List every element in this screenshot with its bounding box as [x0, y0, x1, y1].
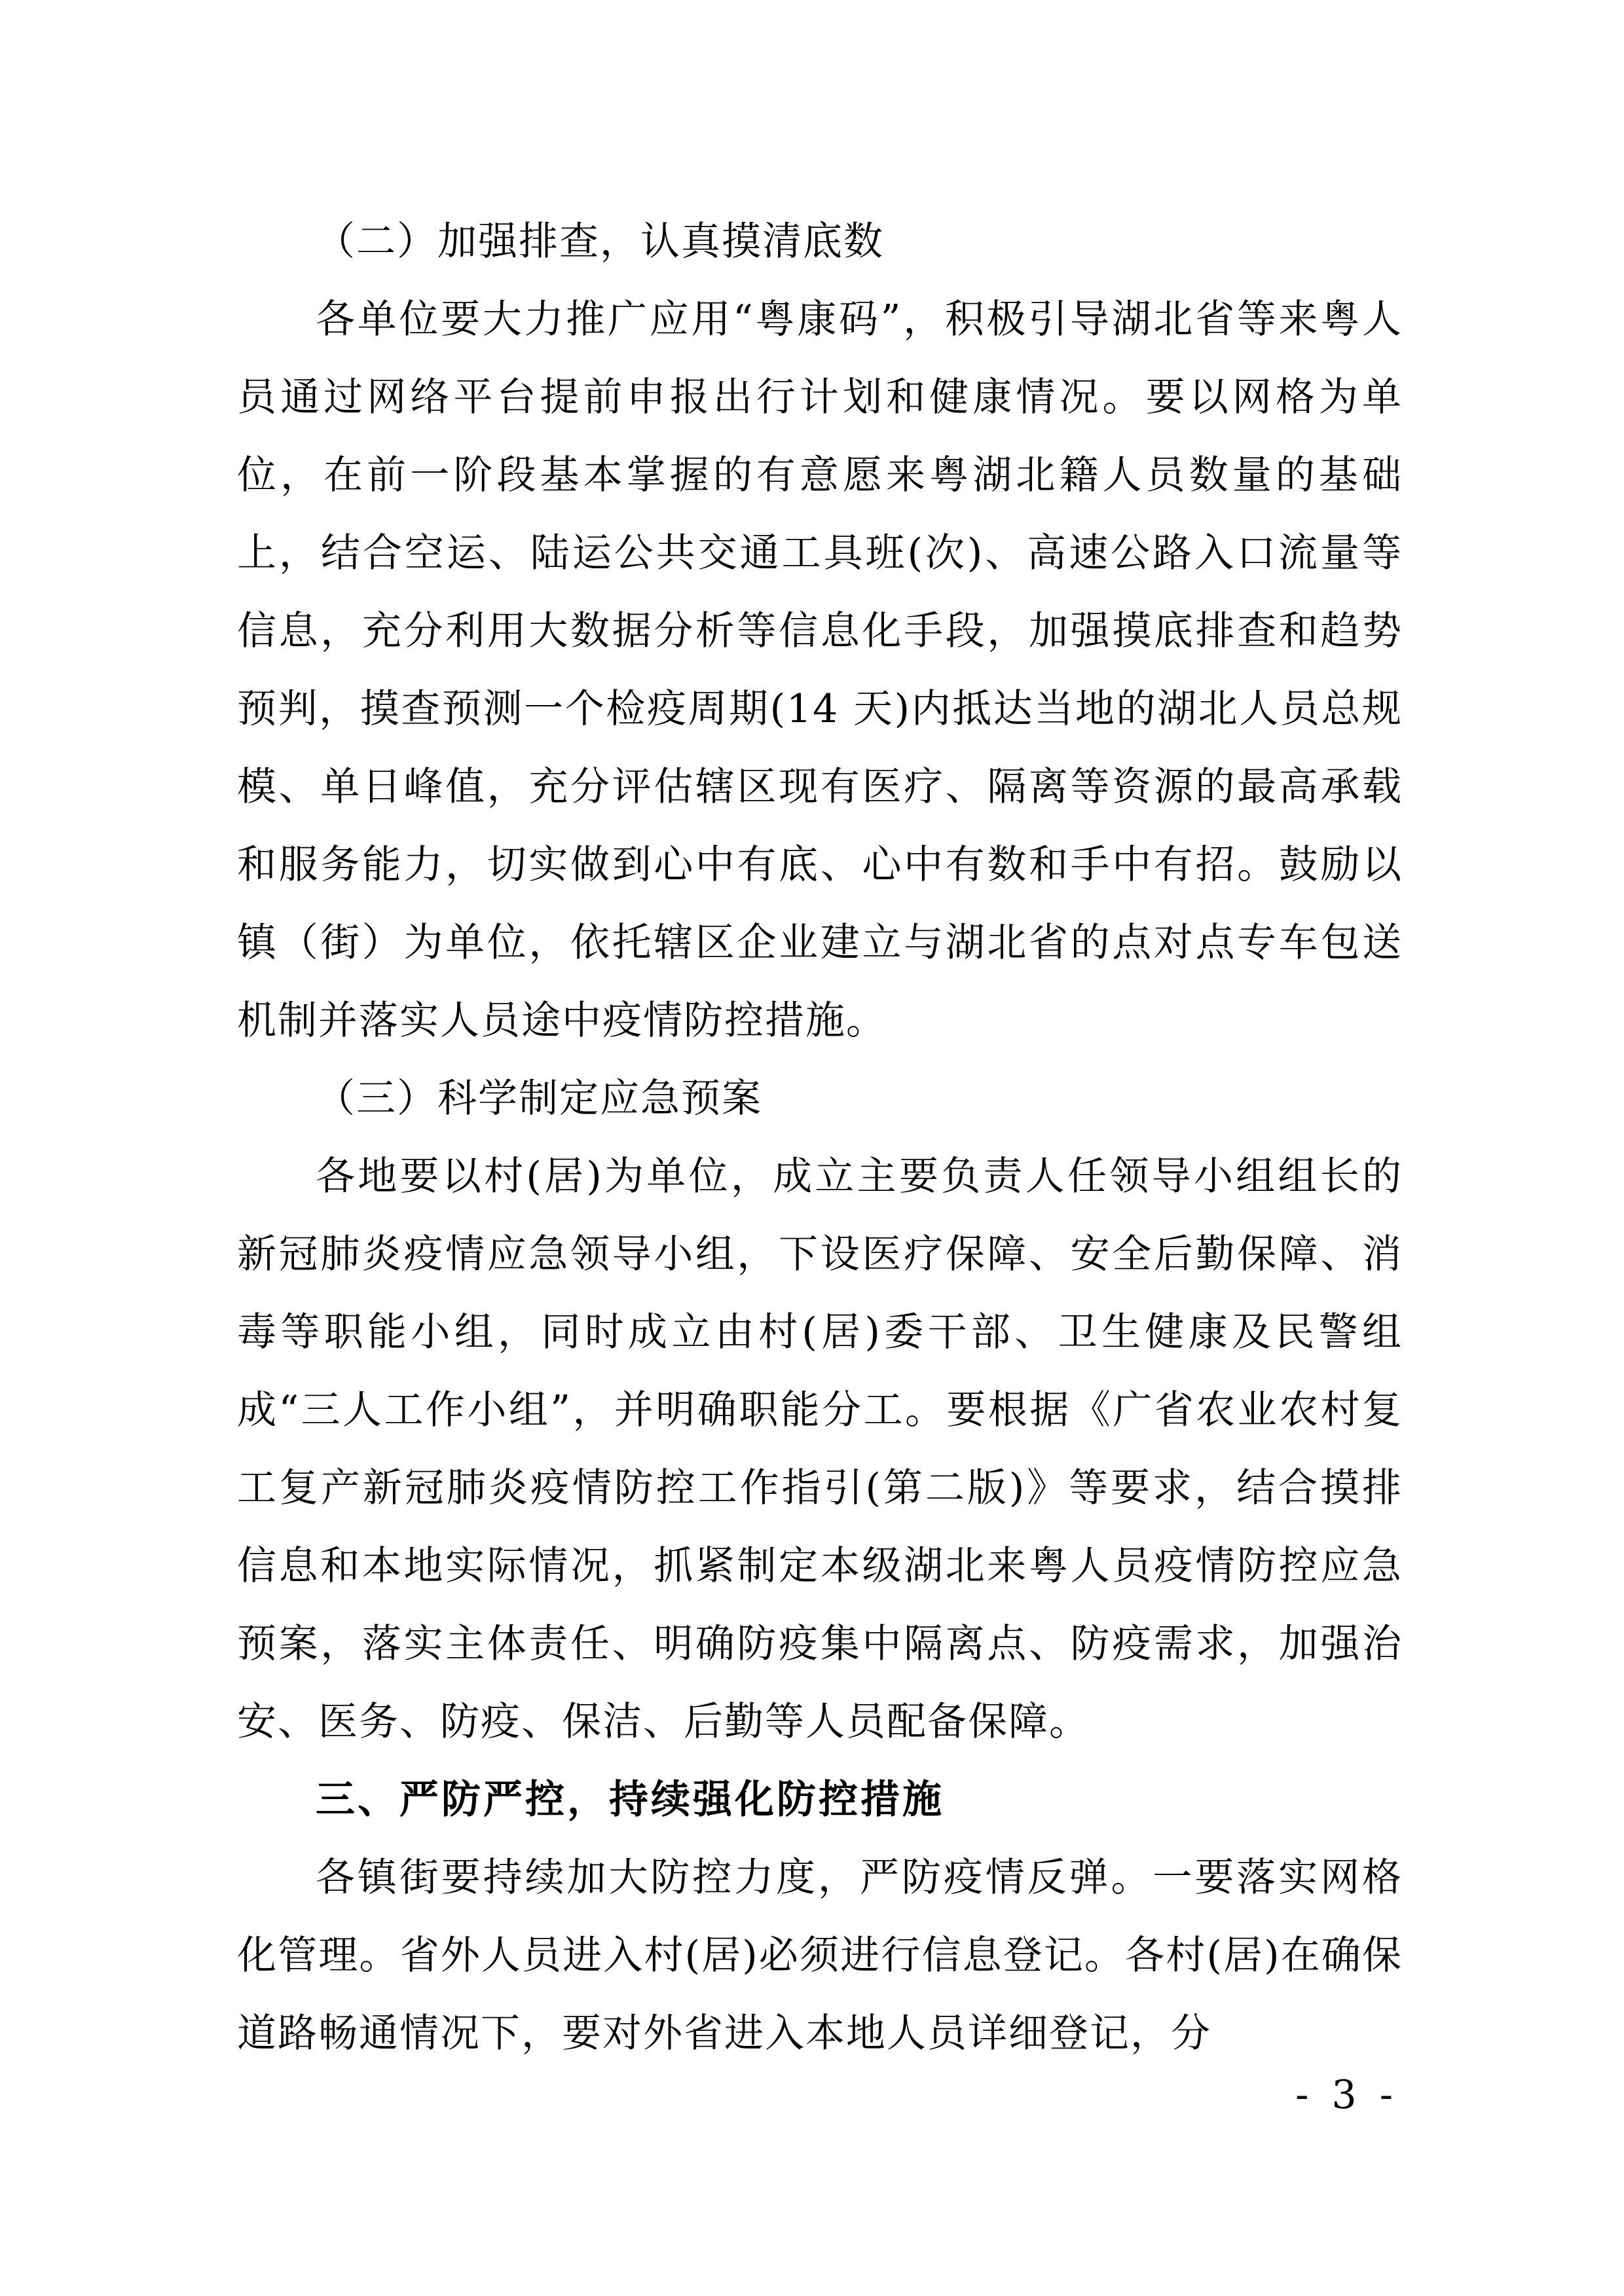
section-heading-prevention-control: 三、严防严控，持续强化防控措施 — [316, 1777, 944, 1823]
section-paragraph-prevention-control: 各镇街要持续加大防控力度，严防疫情反弹。一要落实网格化管理。省外人员进入村(居)必须进行信息登记。各村(居)在确保道路畅通情况下，要对外省进入本地人员详细登记，分 — [237, 1855, 1403, 2056]
section-heading-investigation: （二）加强排查，认真摸清底数 — [316, 219, 884, 264]
document-body — [237, 203, 1403, 2073]
section-paragraph-investigation: 各单位要大力推广应用“粤康码”，积极引导湖北省等来粤人员通过网络平台提前申报出行计划和健康情况。要以网格为单位，在前一阶段基本掌握的有意愿来粤湖北籍人员数量的基础上，结合空运、陆运公共交通工具班(次)、高速公路入口流量等信息，充分利用大数据分析等信息化手段，加强摸底排查和趋势预判，摸查预测一个检疫周期(14 天)内抵达当地的湖北人员总规模、单日峰值，充分评估辖区现有医疗、隔离等资源的最高承载和服务能力，切实做到心中有底、心中有数和手中有招。鼓励以镇（街）为单位，依托辖区企业建立与湖北省的点对点专车包送机制并落实人员途中疫情防控措施。 — [237, 297, 1403, 1044]
section-paragraph-emergency-plan: 各地要以村(居)为单位，成立主要负责人任领导小组组长的新冠肺炎疫情应急领导小组，下设医疗保障、安全后勤保障、消毒等职能小组，同时成立由村(居)委干部、卫生健康及民警组成“三人工作小组”，并明确职能分工。要根据《广省农业农村复工复产新冠肺炎疫情防控工作指引(第二版)》等要求，结合摸排信息和本地实际情况，抓紧制定本级湖北来粤人员疫情防控应急预案，落实主体责任、明确防疫集中隔离点、防疫需求，加强治安、医务、防疫、保洁、后勤等人员配备保障。 — [237, 1154, 1403, 1745]
page-number: - 3 - — [1295, 2072, 1398, 2118]
section-heading-emergency-plan: （三）科学制定应急预案 — [316, 1076, 762, 1121]
